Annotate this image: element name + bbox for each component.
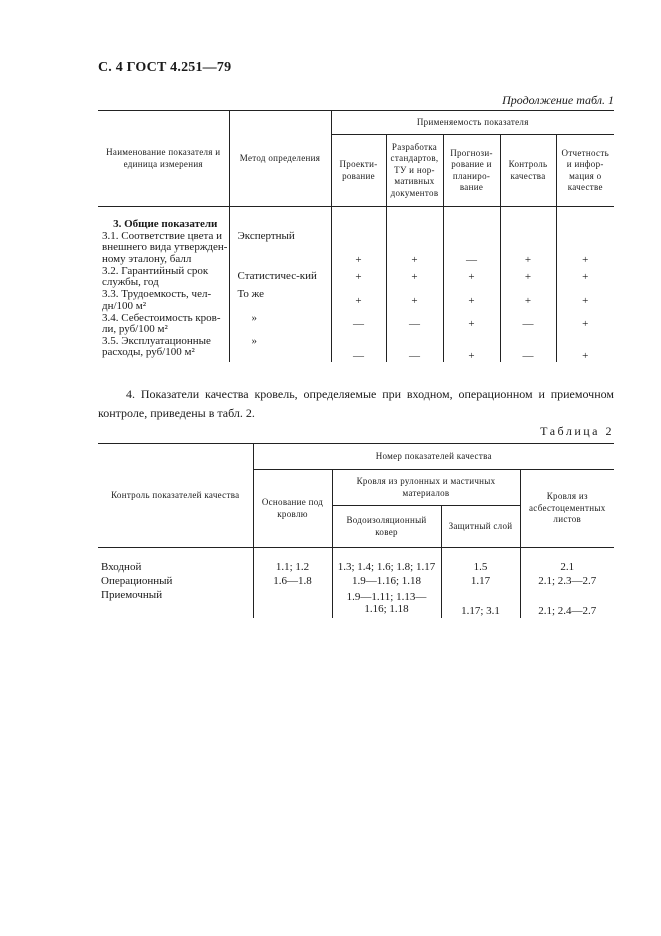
header-method: Метод определения xyxy=(229,111,331,207)
indicator-method: Экспертный xyxy=(229,231,331,266)
header-forecasting: Прогнози-рование и планиро-вание xyxy=(443,135,500,207)
header-protective-layer: Защитный слой xyxy=(441,506,520,548)
mark: + xyxy=(386,289,443,313)
mark: + xyxy=(331,231,386,266)
indicator-method: » xyxy=(229,336,331,362)
protect-values: 1.17 xyxy=(441,574,520,590)
mark: — xyxy=(443,231,500,266)
waterproof-values: 1.3; 1.4; 1.6; 1.8; 1.17 xyxy=(332,548,441,574)
protect-values: 1.5 xyxy=(441,548,520,574)
mark: + xyxy=(331,289,386,313)
table-2 xyxy=(98,443,614,618)
header-control: Контроль показателей качества xyxy=(98,444,253,548)
mark: + xyxy=(443,313,500,336)
header-asbestos-roofing: Кровля из асбестоцементных листов xyxy=(520,470,614,548)
mark: + xyxy=(556,289,614,313)
table-1 xyxy=(98,110,614,362)
mark: + xyxy=(556,231,614,266)
mark: — xyxy=(500,336,556,362)
header-applicability: Применяемость показателя xyxy=(331,111,614,135)
base-values xyxy=(253,590,332,618)
mark: + xyxy=(386,266,443,289)
header-quality-control: Контроль качества xyxy=(500,135,556,207)
mark: + xyxy=(386,231,443,266)
mark: + xyxy=(443,266,500,289)
waterproof-values: 1.9—1.16; 1.18 xyxy=(332,574,441,590)
indicator-name: 3.1. Соответствие цвета и внешнего вида утвержден-ному эталону, балл xyxy=(102,229,228,265)
mark: — xyxy=(331,336,386,362)
header-waterproof-layer: Водоизоляционный ковер xyxy=(332,506,441,548)
section-title: 3. Общие показатели xyxy=(113,218,218,230)
mark: — xyxy=(331,313,386,336)
indicator-name: 3.3. Трудоемкость, чел-дн/100 м² xyxy=(102,288,212,312)
header-reporting: Отчетность и инфор-мация о качестве xyxy=(556,135,614,207)
header-standards: Разработка стандартов, ТУ и нор-мативных документов xyxy=(386,135,443,207)
mark: + xyxy=(500,289,556,313)
waterproof-values: 1.9—1.11; 1.13—1.16; 1.18 xyxy=(332,590,441,618)
control-type: Операционный xyxy=(101,574,173,587)
header-design: Проекти-рование xyxy=(331,135,386,207)
indicator-method: Статистичес-кий xyxy=(229,266,331,289)
indicator-name: 3.5. Эксплуатационные расходы, руб/100 м² xyxy=(102,334,211,358)
header-base: Основание под кровлю xyxy=(253,470,332,548)
asbestos-values: 2.1; 2.4—2.7 xyxy=(520,590,614,618)
mark: + xyxy=(500,231,556,266)
control-type: Входной xyxy=(101,561,142,573)
indicator-method: » xyxy=(229,313,331,336)
indicator-method: То же xyxy=(229,289,331,313)
indicator-name: 3.2. Гарантийный срок службы, год xyxy=(102,264,209,288)
table-2-caption: Таблица 2 xyxy=(540,424,614,438)
mark: + xyxy=(556,336,614,362)
table-continuation-label: Продолжение табл. 1 xyxy=(502,93,614,107)
mark: + xyxy=(443,336,500,362)
mark: — xyxy=(386,313,443,336)
mark: — xyxy=(500,313,556,336)
mark: + xyxy=(556,266,614,289)
asbestos-values: 2.1; 2.3—2.7 xyxy=(520,574,614,590)
mark: — xyxy=(386,336,443,362)
paragraph-4: 4. Показатели качества кровель, определяемые при входном, операционном и приемочном контроле, приведены в табл. 2. xyxy=(98,387,614,420)
mark: + xyxy=(500,266,556,289)
control-type: Приемочный xyxy=(101,588,163,601)
mark: + xyxy=(443,289,500,313)
page-header: С. 4 ГОСТ 4.251—79 xyxy=(98,60,232,75)
asbestos-values: 2.1 xyxy=(520,548,614,574)
base-values: 1.6—1.8 xyxy=(253,574,332,590)
header-roll-roofing: Кровля из рулонных и мастичных материалов xyxy=(332,470,520,506)
mark: + xyxy=(556,313,614,336)
header-indicator-numbers: Номер показателей качества xyxy=(253,444,614,470)
indicator-name: 3.4. Себестоимость кров-ли, руб/100 м² xyxy=(102,311,221,335)
base-values: 1.1; 1.2 xyxy=(253,548,332,574)
mark: + xyxy=(331,266,386,289)
header-indicator-name: Наименование показателя и единица измерения xyxy=(98,111,229,207)
protect-values: 1.17; 3.1 xyxy=(441,590,520,618)
